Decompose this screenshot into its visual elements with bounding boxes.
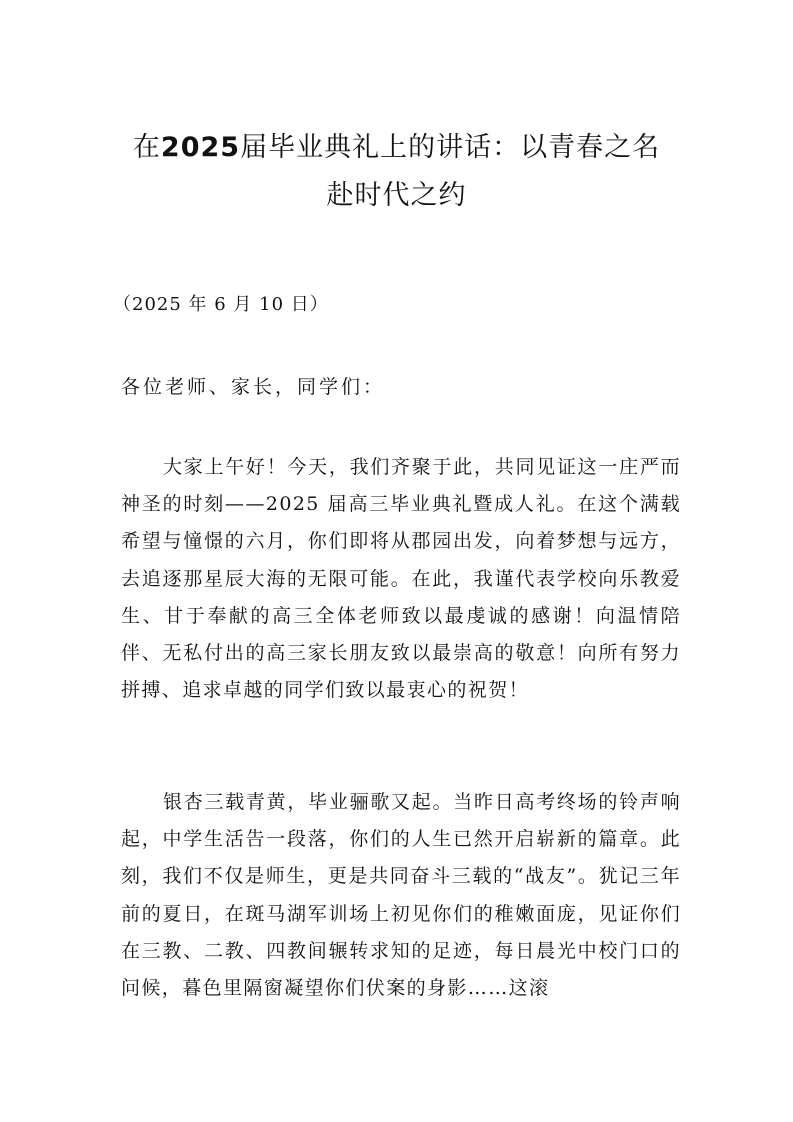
greeting-line: 各位老师、家长，同学们： [121,376,386,398]
document-title [100,124,693,220]
title-year: 2025 [160,132,241,163]
body-paragraph-2: 银杏三载青黄，毕业骊歌又起。当昨日高考终场的铃声响起，中学生活告一段落，你们的人生已然开启崭新的篇章。此刻，我们不仅是师生，更是共同奋斗三载的“战友”。犹记三年前的夏日，在斑马湖军训场上初见你们的稚嫩面庞，见证你们在三教、二教、四教间辗转求知的足迹，每日晨光中校门口的问候，暮色里隔窗凝望你们伏案的身影……这滚 [121,791,681,1000]
title-prefix: 在 [132,132,161,163]
title-suffix: 届毕业典礼上的讲话：以青春之名 [240,132,661,163]
title-line-1 [100,124,693,172]
body-paragraph-1: 大家上午好！今天，我们齐聚于此，共同见证这一庄严而神圣的时刻——2025 届高三毕业典礼暨成人礼。在这个满载希望与憧憬的六月，你们即将从郡园出发，向着梦想与远方，去追逐那星辰大海的无限可能。在此，我谨代表学校向乐教爱生、甘于奉献的高三全体老师致以最虔诚的感谢！向温情陪伴、无私付出的高三家长朋友致以最崇高的敬意！向所有努力拼搏、追求卓越的同学们致以最衷心的祝贺！ [121,456,681,702]
speech-date: （2025 年 6 月 10 日） [113,294,329,315]
title-line-2: 赴时代之约 [326,180,467,211]
